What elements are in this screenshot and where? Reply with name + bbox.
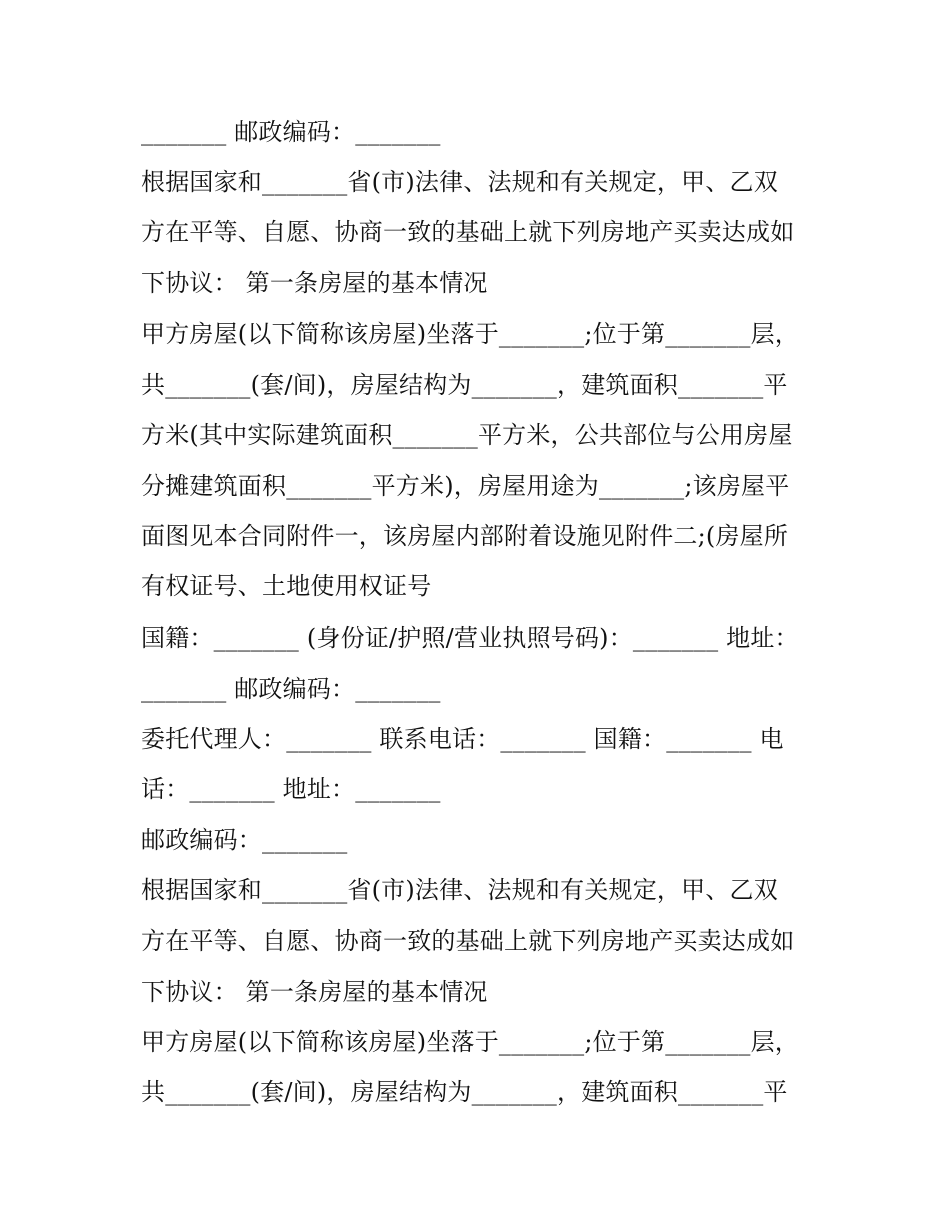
text-line: 甲方房屋(以下简称该房屋)坐落于_______;位于第_______层， — [141, 1028, 800, 1056]
text-line: 下协议： 第一条房屋的基本情况 — [141, 269, 488, 297]
text-line: 面图见本合同附件一，该房屋内部附着设施见附件二;(房屋所 — [141, 522, 789, 550]
text-line: _______ 邮政编码：_______ — [141, 118, 441, 146]
text-line: 有权证号、土地使用权证号 — [141, 572, 432, 600]
text-line: 共_______(套/间)，房屋结构为_______，建筑面积_______平 — [141, 371, 788, 399]
text-line: 国籍：_______ (身份证/护照/营业执照号码)：_______ 地址： — [141, 624, 799, 652]
text-line: 共_______(套/间)，房屋结构为_______，建筑面积_______平 — [141, 1078, 788, 1106]
text-line: 根据国家和_______省(市)法律、法规和有关规定，甲、乙双 — [141, 876, 778, 904]
text-line: 话：_______ 地址：_______ — [141, 775, 441, 803]
text-line: 根据国家和_______省(市)法律、法规和有关规定，甲、乙双 — [141, 168, 778, 196]
text-line: 方米(其中实际建筑面积_______平方米，公共部位与公用房屋 — [141, 421, 793, 449]
text-line: 委托代理人：_______ 联系电话：_______ 国籍：_______ 电 — [141, 725, 784, 753]
text-line: 方在平等、自愿、协商一致的基础上就下列房地产买卖达成如 — [141, 218, 795, 246]
text-line: 下协议： 第一条房屋的基本情况 — [141, 978, 488, 1006]
text-line: 分摊建筑面积_______平方米)，房屋用途为_______;该房屋平 — [141, 472, 790, 500]
text-line: _______ 邮政编码：_______ — [141, 675, 441, 703]
text-line: 邮政编码：_______ — [141, 826, 348, 854]
text-line: 方在平等、自愿、协商一致的基础上就下列房地产买卖达成如 — [141, 927, 795, 955]
text-line: 甲方房屋(以下简称该房屋)坐落于_______;位于第_______层， — [141, 320, 800, 348]
